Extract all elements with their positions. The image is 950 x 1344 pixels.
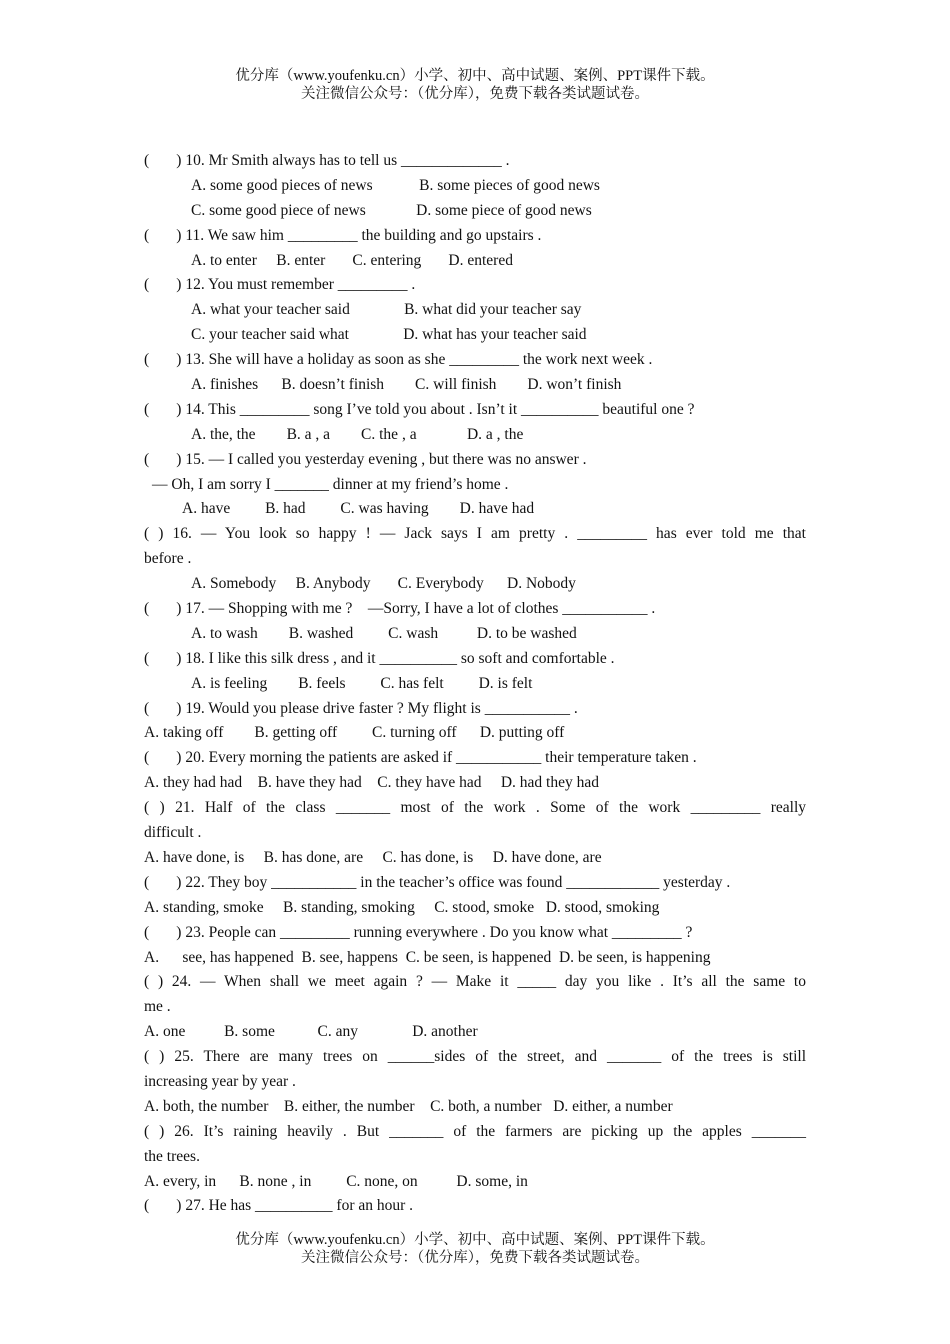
question-15: ( ) 15. — I called you yesterday evening , but there was no answer . (144, 450, 587, 468)
options-19: A. taking off B. getting off C. turning off D. putting off (144, 724, 565, 742)
options-24: A. one B. some C. any D. another (144, 1023, 478, 1041)
header-line-1: 优分库（www.youfenku.cn）小学、初中、高中试题、案例、PPT课件下载。 (235, 68, 715, 84)
options-23: A. see, has happened B. see, happens C. be seen, is happened D. be seen, is happening (144, 948, 711, 966)
options-22: A. standing, smoke B. standing, smoking C. stood, smoke D. stood, smoking (144, 898, 660, 916)
question-24-cont: me . (144, 998, 171, 1016)
question-26-cont: the trees. (144, 1147, 200, 1165)
question-13: ( ) 13. She will have a holiday as soon as she _________ the work next week . (144, 351, 653, 369)
question-15-reply: — Oh, I am sorry I _______ dinner at my friend’s home . (152, 475, 509, 493)
options-14: A. the, the B. a , a C. the , a D. a , the (191, 425, 524, 443)
options-10-ab: A. some good pieces of news B. some pieces of good news (191, 176, 600, 194)
question-18: ( ) 18. I like this silk dress , and it __________ so soft and comfortable . (144, 649, 615, 667)
options-15: A. have B. had C. was having D. have had (182, 500, 535, 518)
question-19: ( ) 19. Would you please drive faster ? My flight is ___________ . (144, 699, 578, 717)
question-17: ( ) 17. — Shopping with me ? —Sorry, I have a lot of clothes ___________ . (144, 600, 656, 618)
options-17: A. to wash B. washed C. wash D. to be washed (191, 624, 577, 642)
question-12: ( ) 12. You must remember _________ . (144, 276, 416, 294)
options-12-cd: C. your teacher said what D. what has your teacher said (191, 326, 587, 344)
footer-line-1: 优分库（www.youfenku.cn）小学、初中、高中试题、案例、PPT课件下载。 (235, 1232, 715, 1248)
options-20: A. they had had B. have they had C. they have had D. had they had (144, 774, 599, 792)
question-10: ( ) 10. Mr Smith always has to tell us _____________ . (144, 152, 510, 169)
question-22: ( ) 22. They boy ___________ in the teacher’s office was found ____________ yesterday . (144, 873, 731, 891)
question-21-cont: difficult . (144, 824, 202, 842)
options-13: A. finishes B. doesn’t finish C. will finish D. won’t finish (191, 376, 622, 394)
question-26: ( ) 26. It’s raining heavily . But _______ of the farmers are picking up the apples _______ (144, 1122, 806, 1140)
options-10-cd: C. some good piece of news D. some piece of good news (191, 201, 592, 219)
question-20: ( ) 20. Every morning the patients are asked if ___________ their temperature taken . (144, 749, 697, 767)
options-21: A. have done, is B. has done, are C. has done, is D. have done, are (144, 848, 602, 866)
question-25: ( ) 25. There are many trees on ______sides of the street, and _______ of the trees is still (144, 1048, 806, 1066)
question-23: ( ) 23. People can _________ running everywhere . Do you know what _________ ? (144, 923, 693, 941)
question-24: ( ) 24. — When shall we meet again ? — Make it _____ day you like . It’s all the same to (144, 973, 806, 991)
page-footer (0, 1231, 950, 1267)
question-11: ( ) 11. We saw him _________ the building and go upstairs . (144, 226, 542, 244)
options-26: A. every, in B. none , in C. none, on D. some, in (144, 1172, 528, 1190)
options-11: A. to enter B. enter C. entering D. entered (191, 251, 513, 269)
options-18: A. is feeling B. feels C. has felt D. is felt (191, 674, 533, 692)
exercise-content (144, 149, 806, 1219)
question-25-cont: increasing year by year . (144, 1072, 296, 1090)
page-header (0, 67, 950, 103)
options-25: A. both, the number B. either, the number C. both, a number D. either, a number (144, 1097, 673, 1115)
question-16-cont: before . (144, 550, 192, 568)
question-27: ( ) 27. He has __________ for an hour . (144, 1197, 414, 1215)
header-line-2: 关注微信公众号：（优分库），免费下载各类试题试卷。 (301, 86, 649, 102)
question-21: ( ) 21. Half of the class _______ most of the work . Some of the work _________ really (144, 799, 806, 817)
question-16: ( ) 16. — You look so happy ! — Jack says I am pretty . _________ has ever told me that (144, 525, 806, 543)
options-12-ab: A. what your teacher said B. what did your teacher say (191, 301, 582, 319)
options-16: A. Somebody B. Anybody C. Everybody D. Nobody (191, 575, 576, 593)
footer-line-2: 关注微信公众号：（优分库），免费下载各类试题试卷。 (301, 1250, 649, 1266)
question-14: ( ) 14. This _________ song I’ve told you about . Isn’t it __________ beautiful one ? (144, 400, 695, 418)
